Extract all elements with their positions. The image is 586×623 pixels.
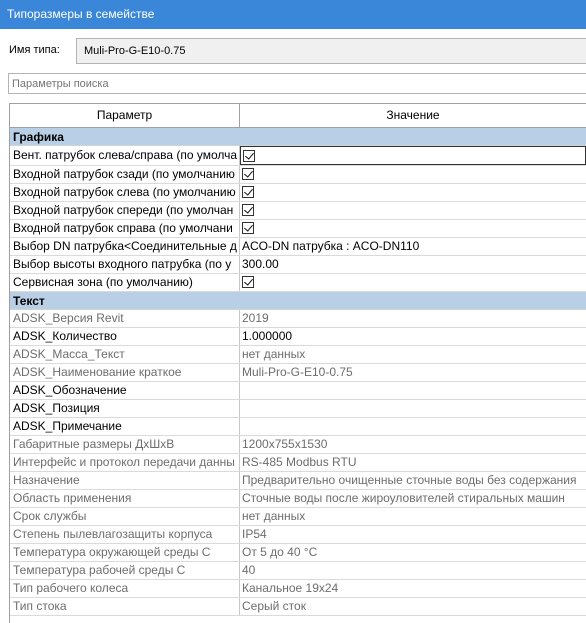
param-name: Область применения [10,490,240,507]
table-row[interactable] [10,580,586,598]
param-name: Назначение [10,472,240,489]
param-name: Входной патрубок спереди (по умолчан [10,202,240,219]
param-name: Степень пылевлагозащиты корпуса [10,526,240,543]
param-name: Входной патрубок сзади (по умолчанию [10,166,240,183]
table-row[interactable] [10,490,586,508]
param-value: Muli-Pro-G-E10-0.75 [242,365,353,379]
param-value[interactable]: 300.00 [242,257,279,271]
search-input[interactable] [8,73,586,94]
table-row[interactable] [10,526,586,544]
param-name: ADSK_Масса_Текст [10,346,240,363]
param-name: ADSK_Наименование краткое [10,364,240,381]
table-row[interactable] [10,274,586,292]
table-row[interactable] [10,472,586,490]
param-name: Тип рабочего колеса [10,580,240,597]
param-value[interactable] [240,382,586,399]
table-row[interactable] [10,220,586,238]
table-row[interactable] [10,400,586,418]
param-name: ADSK_Версия Revit [10,310,240,327]
table-row[interactable] [10,454,586,472]
param-name: Входной патрубок слева (по умолчанию [10,184,240,201]
table-row[interactable] [10,544,586,562]
table-row[interactable] [10,238,586,256]
param-name: Срок службы [10,508,240,525]
param-value[interactable] [240,418,586,435]
param-value: Предварительно очищенные сточные воды без содержания [242,473,577,487]
table-row[interactable] [10,364,586,382]
table-row[interactable] [10,310,586,328]
param-value: IP54 [242,527,267,541]
param-value[interactable]: 1.000000 [242,329,293,343]
type-name-label: Имя типа: [9,44,60,56]
param-name: Тип стока [10,598,240,615]
param-value: нет данных [242,347,306,361]
param-name: Габаритные размеры ДхШхВ [10,436,240,453]
param-value[interactable] [240,202,586,219]
checkbox-checked[interactable] [243,150,255,162]
table-header [10,104,586,128]
param-value: Серый сток [242,599,306,613]
table-row[interactable] [10,562,586,580]
table-row[interactable] [10,256,586,274]
param-value: нет данных [242,509,306,523]
table-row[interactable] [10,202,586,220]
window-title: Типоразмеры в семействе [0,0,586,29]
group-header[interactable]: Графика [10,128,586,146]
parameters-table [9,103,586,623]
param-name: Вент. патрубок слева/справа (по умолча [10,146,240,165]
param-value[interactable] [240,400,586,417]
checkbox-checked[interactable] [242,222,254,234]
table-row[interactable] [10,418,586,436]
param-name: Входной патрубок справа (по умолчани [10,220,240,237]
param-value[interactable]: ACO-DN патрубка : ACO-DN110 [242,239,420,253]
header-value[interactable]: Значение [386,108,440,122]
param-name: ADSK_Количество [10,328,240,345]
table-body [10,128,586,616]
table-row[interactable] [10,382,586,400]
param-value[interactable] [240,274,586,291]
param-name: Температура окружающей среды С [10,544,240,561]
param-value[interactable] [240,146,586,165]
group-header[interactable]: Текст [10,292,586,310]
param-value: RS-485 Modbus RTU [242,455,357,469]
table-row[interactable] [10,436,586,454]
param-name: ADSK_Обозначение [10,382,240,399]
param-value: Канальное 19x24 [242,581,339,595]
checkbox-checked[interactable] [242,168,254,180]
param-value[interactable] [240,220,586,237]
param-name: Выбор высоты входного патрубка (по у [10,256,240,273]
param-value: 40 [242,563,256,577]
param-value: Сточные воды после жироуловителей стиральных машин [242,491,565,505]
table-row[interactable] [10,184,586,202]
table-row[interactable] [10,328,586,346]
param-value: 2019 [242,311,269,325]
table-row[interactable] [10,508,586,526]
type-name-select[interactable]: Muli-Pro-G-E10-0.75 [76,38,586,64]
checkbox-checked[interactable] [242,204,254,216]
table-row[interactable] [10,166,586,184]
param-value: От 5 до 40 °С [242,545,318,559]
param-name: ADSK_Примечание [10,418,240,435]
param-name: Выбор DN патрубка<Соединительные д [10,238,240,255]
param-name: Интерфейс и протокол передачи данны [10,454,240,471]
param-name: Сервисная зона (по умолчанию) [10,274,240,291]
param-value[interactable] [240,184,586,201]
param-value[interactable] [240,166,586,183]
table-row[interactable] [10,346,586,364]
checkbox-checked[interactable] [242,276,254,288]
table-row[interactable] [10,598,586,616]
param-value: 1200x755x1530 [242,437,328,451]
checkbox-checked[interactable] [242,186,254,198]
param-name: Температура рабочей среды С [10,562,240,579]
param-name: ADSK_Позиция [10,400,240,417]
header-param[interactable]: Параметр [10,104,240,127]
table-row[interactable] [10,146,586,166]
